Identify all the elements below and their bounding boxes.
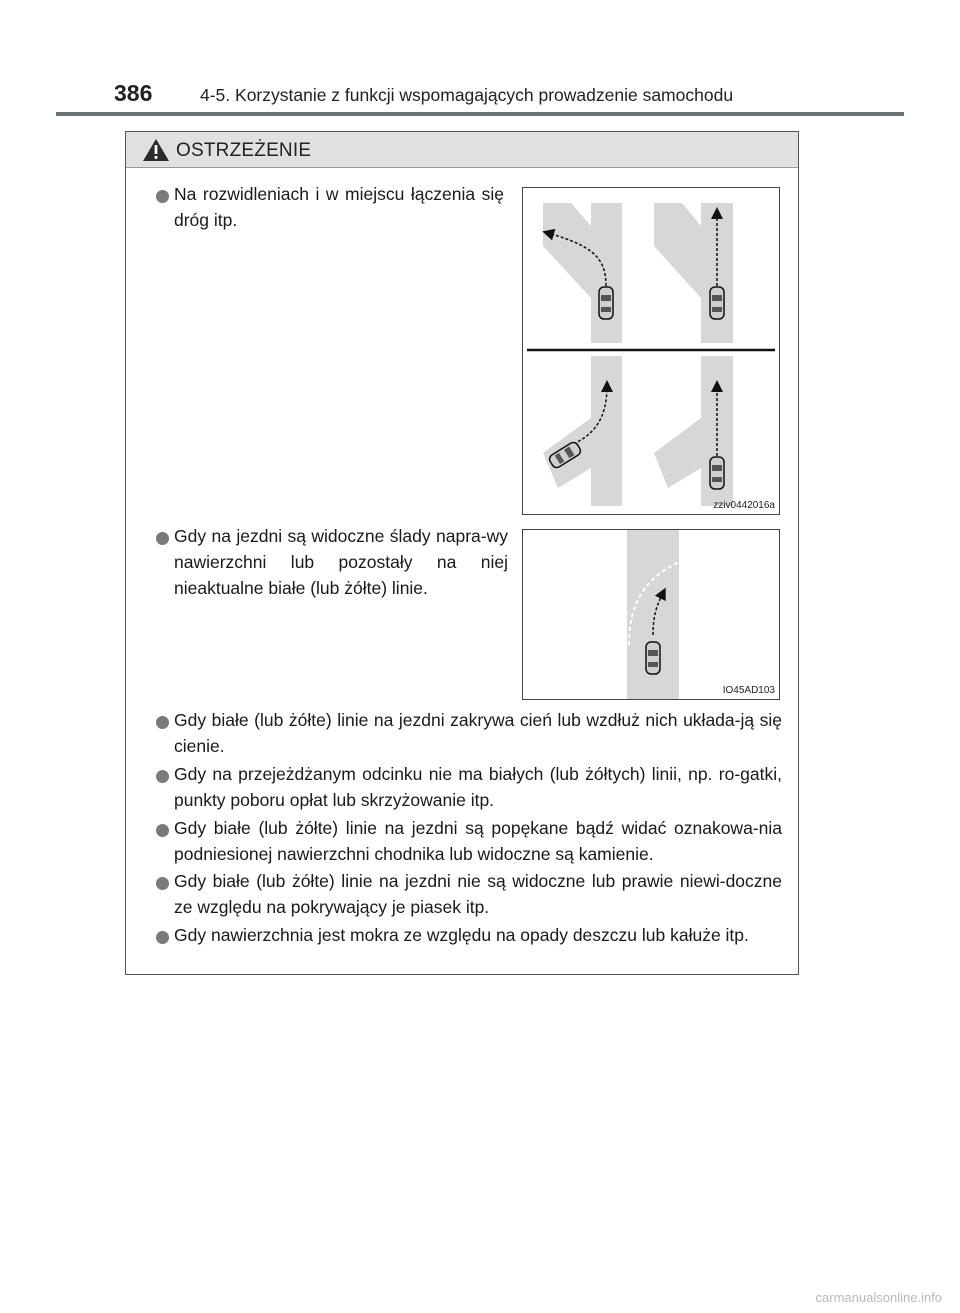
bullet-icon [156,824,169,837]
list-item [174,761,782,813]
list-item [174,922,782,948]
warning-header [126,132,798,168]
figure-old-lines [522,529,780,700]
old-lines-diagram [523,530,779,699]
list-item [174,868,782,920]
bullet-icon [156,877,169,890]
figure-road-fork [522,187,780,515]
footer-watermark: carmanualsonline.info [815,1290,942,1305]
figure-code: IO45AD103 [722,685,775,696]
page-header [0,0,960,120]
list-item-text: Gdy białe (lub żółte) linie na jezdni nie są widoczne lub prawie niewi-doczne ze względu na pokrywający je piasek itp. [174,871,782,917]
list-item-text: Gdy na przejeżdżanym odcinku nie ma białych (lub żółtych) linii, np. ro-gatki, punkty poboru opłat lub skrzyżowanie itp. [174,764,782,810]
bullet-icon [156,931,169,944]
list-item [174,181,504,233]
list-item-text: Gdy białe (lub żółte) linie na jezdni są popękane bądź widać oznakowa-nia podniesionej nawierzchni chodnika lub widoczne są kamienie. [174,818,782,864]
bullet-icon [156,190,169,203]
chapter-title: 4-5. Korzystanie z funkcji wspomagających prowadzenie samochodu [200,85,734,105]
warning-box [125,131,799,975]
list-item [174,707,782,759]
page-number: 386 [114,80,153,106]
list-item-text: Na rozwidleniach i w miejscu łączenia się dróg itp. [174,184,504,230]
list-item-text: Gdy na jezdni są widoczne ślady napra-wy nawierzchni lub pozostały na niej nieaktualne białe (lub żółte) linie. [174,526,508,598]
bullet-icon [156,532,169,545]
warning-title: OSTRZEŻENIE [176,140,312,161]
list-item [174,523,508,601]
figure-code: zziv0442016a [713,500,775,511]
list-item [174,815,782,867]
list-item-text: Gdy białe (lub żółte) linie na jezdni zakrywa cień lub wzdłuż nich układa-ją się cienie. [174,710,782,756]
warning-triangle-icon [142,138,170,162]
bullet-icon [156,716,169,729]
road-fork-diagram [523,188,779,514]
bullet-icon [156,770,169,783]
list-item-text: Gdy nawierzchnia jest mokra ze względu na opady deszczu lub kałuże itp. [174,925,749,945]
header-rule [56,112,904,116]
